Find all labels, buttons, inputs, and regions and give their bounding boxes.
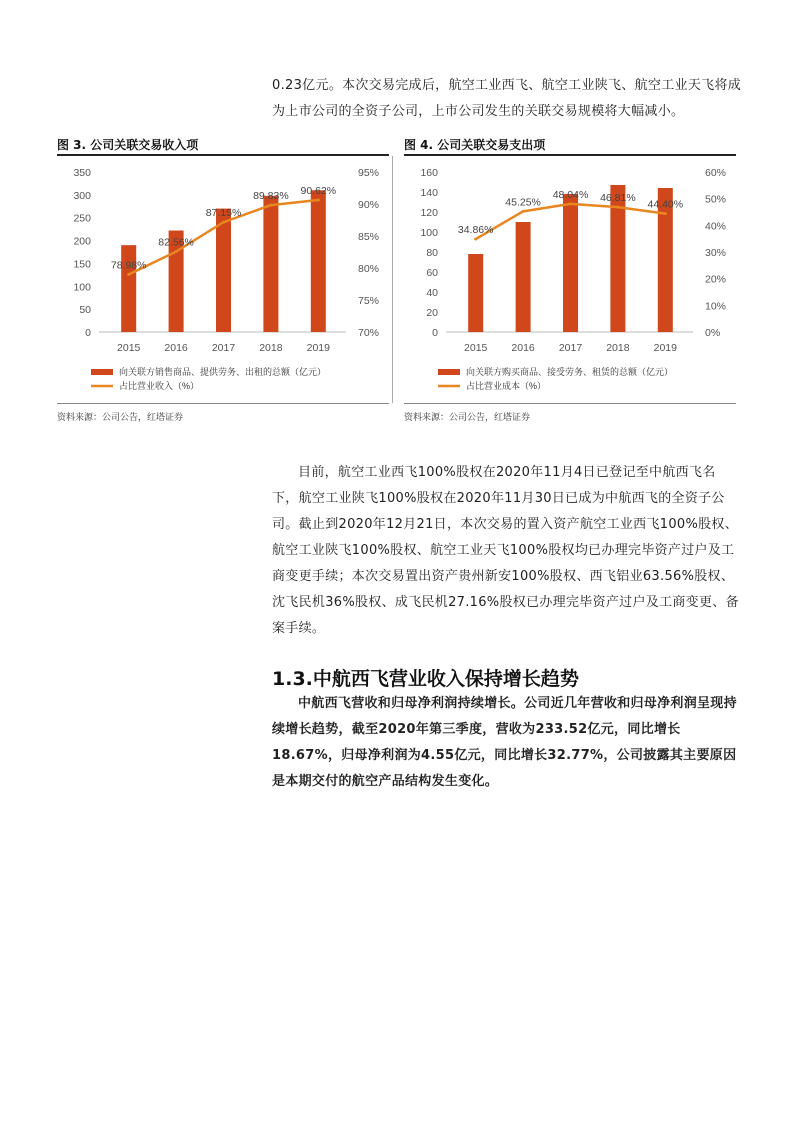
section-summary: 中航西飞营收和归母净利润持续增长。公司近几年营收和归母净利润呈现持续增长趋势，截至2020年第三季度，营收为233.52亿元，同比增长18.67%，归母净利润为4.55亿元，同比增长32.77%，公司披露其主要原因是本期交付的航空产品结构发生变化。 [272,696,737,789]
figure4-title: 图 4. 公司关联交易支出项 [404,138,546,152]
fig4-left-tick: 0 [432,327,438,339]
figure3-bottom-rule [57,403,389,404]
body-paragraph: 目前，航空工业西飞100%股权在2020年11月4日已登记至中航西飞名下，航空工业陕飞100%股权在2020年11月30日已成为中航西飞的全资子公司。截止到2020年12月21日，本次交易的置入资产航空工业西飞100%股权、航空工业陕飞100%股权、航空工业天飞100%股权均已办理完毕资产过户及工商变更手续；本次交易置出资产贵州新安100%股权、西飞铝业63.56%股权、沈飞民机36%股权、成飞民机27.16%股权已办理完毕资产过户及工商变更、备案手续。 [272,465,739,636]
figure4-chart [404,156,737,401]
fig3-bar [311,190,326,332]
section-heading: 1.3.中航西飞营业收入保持增长趋势 [272,668,579,690]
fig4-bar [468,254,483,332]
figure-separator [392,156,393,403]
fig4-left-tick: 80 [426,247,438,259]
fig3-left-tick: 250 [73,212,91,225]
fig4-x-tick: 2015 [464,342,488,354]
fig3-line-point [269,204,272,207]
fig4-right-tick: 20% [705,273,727,286]
fig4-x-tick: 2016 [511,342,535,354]
fig3-data-label: 87.15% [205,207,242,220]
fig3-legend-bar-label: 向关联方销售商品、提供劳务、出租的总额（亿元） [119,367,327,377]
fig4-right-tick: 10% [705,300,727,313]
figure4-bottom-rule [404,403,736,404]
fig4-data-label: 45.25% [505,196,541,209]
fig4-right-tick: 60% [705,167,727,179]
fig3-left-tick: 150 [73,258,91,271]
fig3-left-tick: 300 [73,189,91,202]
fig4-x-tick: 2017 [558,342,583,354]
fig4-line-point [474,238,477,241]
fig3-left-tick: 0 [85,327,91,339]
fig4-legend-line-label: 占比营业成本（%） [466,381,547,391]
fig3-right-tick: 80% [358,263,380,275]
figure3-source: 资料来源：公司公告，红塔证券 [57,413,184,423]
fig4-left-tick: 40 [426,287,438,299]
fig4-x-tick: 2019 [653,342,677,354]
fig3-right-tick: 75% [358,295,380,307]
fig3-left-tick: 350 [73,167,91,179]
fig4-left-tick: 120 [420,207,438,219]
fig3-bar [263,196,278,332]
fig4-line-point [522,210,525,213]
fig3-right-tick: 85% [358,231,380,243]
fig3-right-tick: 90% [358,199,380,211]
fig3-legend-bar-swatch [91,369,113,375]
fig3-x-tick: 2017 [211,342,236,354]
fig4-bar [563,194,578,332]
fig4-legend-bar-swatch [438,369,460,375]
fig4-left-tick: 100 [420,227,438,239]
fig3-right-tick: 70% [358,327,380,339]
fig4-left-tick: 140 [420,187,438,199]
fig4-right-tick: 50% [705,193,727,206]
fig3-data-label: 78.98% [110,259,147,272]
fig4-data-label: 48.04% [552,188,589,201]
fig3-bar [121,245,136,332]
figure4-source: 资料来源：公司公告，红塔证券 [404,413,531,423]
fig3-left-tick: 100 [73,281,91,294]
fig4-data-label: 44.40% [647,198,684,211]
fig3-x-tick: 2016 [164,342,188,354]
fig3-line-point [127,273,130,276]
fig4-right-tick: 30% [705,247,727,259]
fig4-left-tick: 160 [420,167,438,179]
figure3-chart [57,156,390,401]
fig3-x-tick: 2018 [259,342,283,354]
fig3-data-label: 89.83% [253,190,289,203]
fig3-x-tick: 2019 [306,342,330,354]
fig3-left-tick: 50 [79,304,91,317]
fig3-line-point [222,221,225,224]
fig4-left-tick: 20 [426,307,438,319]
fig4-left-tick: 60 [426,267,438,279]
fig4-line-point [569,202,572,205]
fig4-right-tick: 0% [705,327,721,339]
fig4-legend-bar-label: 向关联方购买商品、接受劳务、租赁的总额（亿元） [466,367,674,377]
figure3-title: 图 3. 公司关联交易收入项 [57,138,199,152]
fig4-data-label: 46.81% [600,192,636,205]
fig4-right-tick: 40% [705,220,727,233]
fig3-left-tick: 200 [73,235,91,248]
fig3-x-tick: 2015 [117,342,141,354]
fig3-data-label: 90.62% [300,185,337,198]
fig3-line-point [317,199,320,202]
fig4-line-point [616,206,619,209]
fig4-bar [516,222,531,332]
fig3-line-point [175,250,178,253]
fig3-legend-line-label: 占比营业收入（%） [119,381,200,391]
fig4-line-point [664,212,667,215]
fig4-x-tick: 2018 [606,342,630,354]
fig3-bar [216,209,231,332]
intro-paragraph: 0.23亿元。本次交易完成后，航空工业西飞、航空工业陕飞、航空工业天飞将成为上市公司的全资子公司，上市公司发生的关联交易规模将大幅减小。 [272,78,742,119]
fig4-data-label: 34.86% [457,224,494,237]
fig3-right-tick: 95% [358,167,380,179]
fig3-data-label: 82.56% [158,236,194,249]
